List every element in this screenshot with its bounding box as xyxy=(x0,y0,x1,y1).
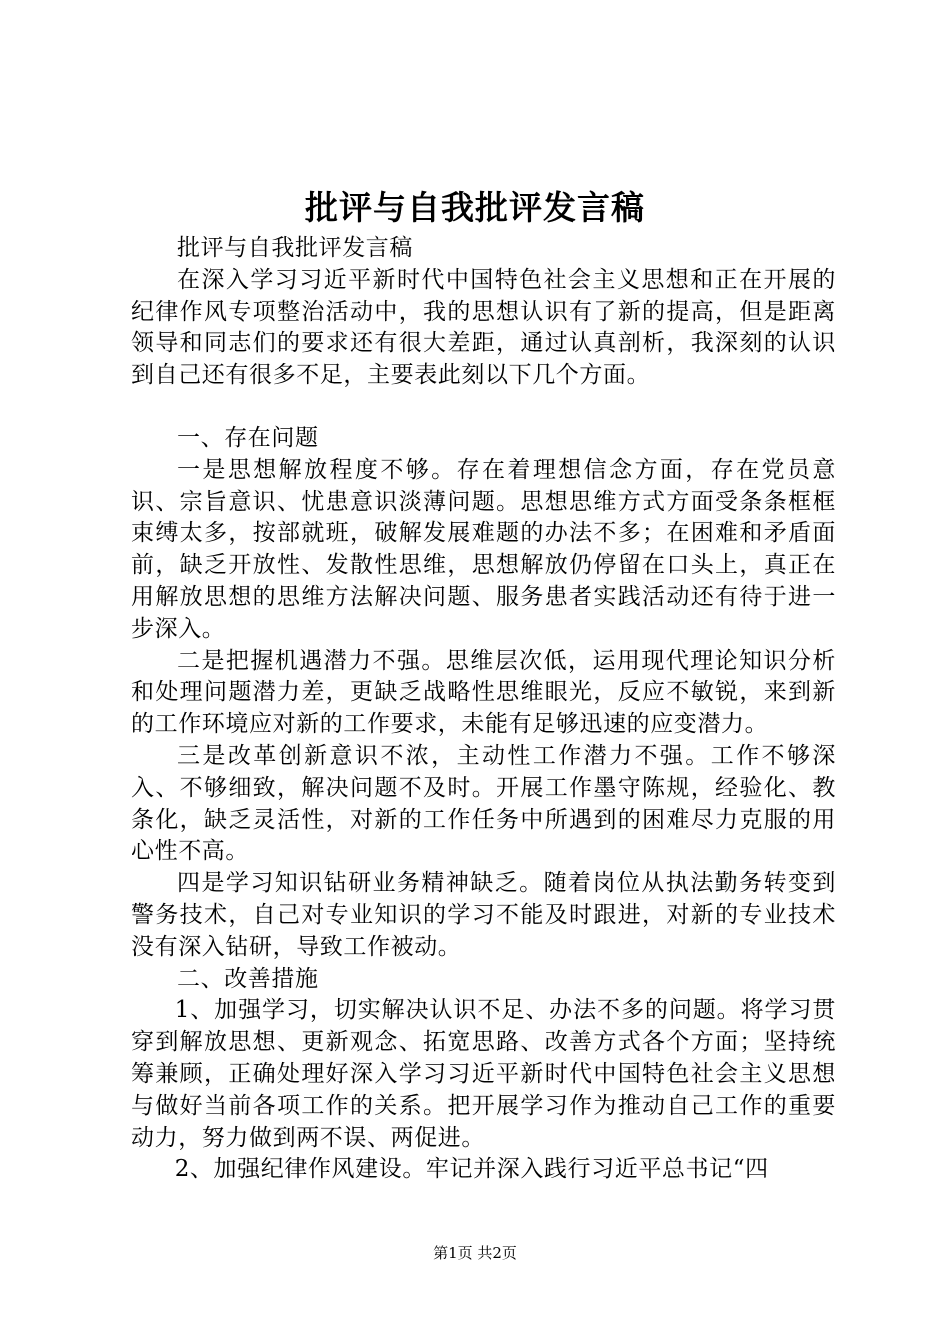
paragraph-problem-2: 二是把握机遇潜力不强。思维层次低，运用现代理论知识分析和处理问题潜力差，更缺乏战略性思维眼光，反应不敏锐，来到新的工作环境应对新的工作要求，未能有足够迅速的应变潜力。 xyxy=(131,647,836,738)
paragraph-measure-1: 1、加强学习，切实解决认识不足、办法不多的问题。将学习贯穿到解放思想、更新观念、拓宽思路、改善方式各个方面；坚持统筹兼顾，正确处理好深入学习习近平新时代中国特色社会主义思想与做好当前各项工作的关系。把开展学习作为推动自己工作的重要动力，努力做到两不误、两促进。 xyxy=(131,997,836,1151)
document-title: 批评与自我批评发言稿 xyxy=(305,188,645,227)
section-heading-problems: 一、存在问题 xyxy=(177,424,319,451)
paragraph-problem-4: 四是学习知识钻研业务精神缺乏。随着岗位从执法勤务转变到警务技术，自己对专业知识的学习不能及时跟进，对新的专业技术没有深入钻研，导致工作被动。 xyxy=(131,870,836,960)
document-body xyxy=(131,233,836,1186)
page-footer: 第1页 共2页 xyxy=(433,1244,517,1262)
paragraph-problem-1: 一是思想解放程度不够。存在着理想信念方面，存在党员意识、宗旨意识、忧患意识淡薄问题。思想思维方式方面受条条框框束缚太多，按部就班，破解发展难题的办法不多；在困难和矛盾面前，缺乏开放性、发散性思维，思想解放仍停留在口头上，真正在用解放思想的思维方法解决问题、服务患者实践活动还有待于进一步深入。 xyxy=(131,456,836,642)
paragraph-problem-3: 三是改革创新意识不浓，主动性工作潜力不强。工作不够深入、不够细致，解决问题不及时。开展工作墨守陈规，经验化、教条化，缺乏灵活性，对新的工作任务中所遇到的困难尽力克服的用心性不高。 xyxy=(131,742,836,865)
section-heading-measures: 二、改善措施 xyxy=(177,965,319,992)
paragraph-measure-2: 2、加强纪律作风建设。牢记并深入践行习近平总书记“四 xyxy=(174,1156,769,1183)
paragraph-subtitle: 批评与自我批评发言稿 xyxy=(177,235,413,261)
paragraph-intro: 在深入学习习近平新时代中国特色社会主义思想和正在开展的纪律作风专项整治活动中，我的思想认识有了新的提高，但是距离领导和同志们的要求还有很大差距，通过认真剖析，我深刻的认识到自己还有很多不足，主要表此刻以下几个方面。 xyxy=(131,266,836,389)
